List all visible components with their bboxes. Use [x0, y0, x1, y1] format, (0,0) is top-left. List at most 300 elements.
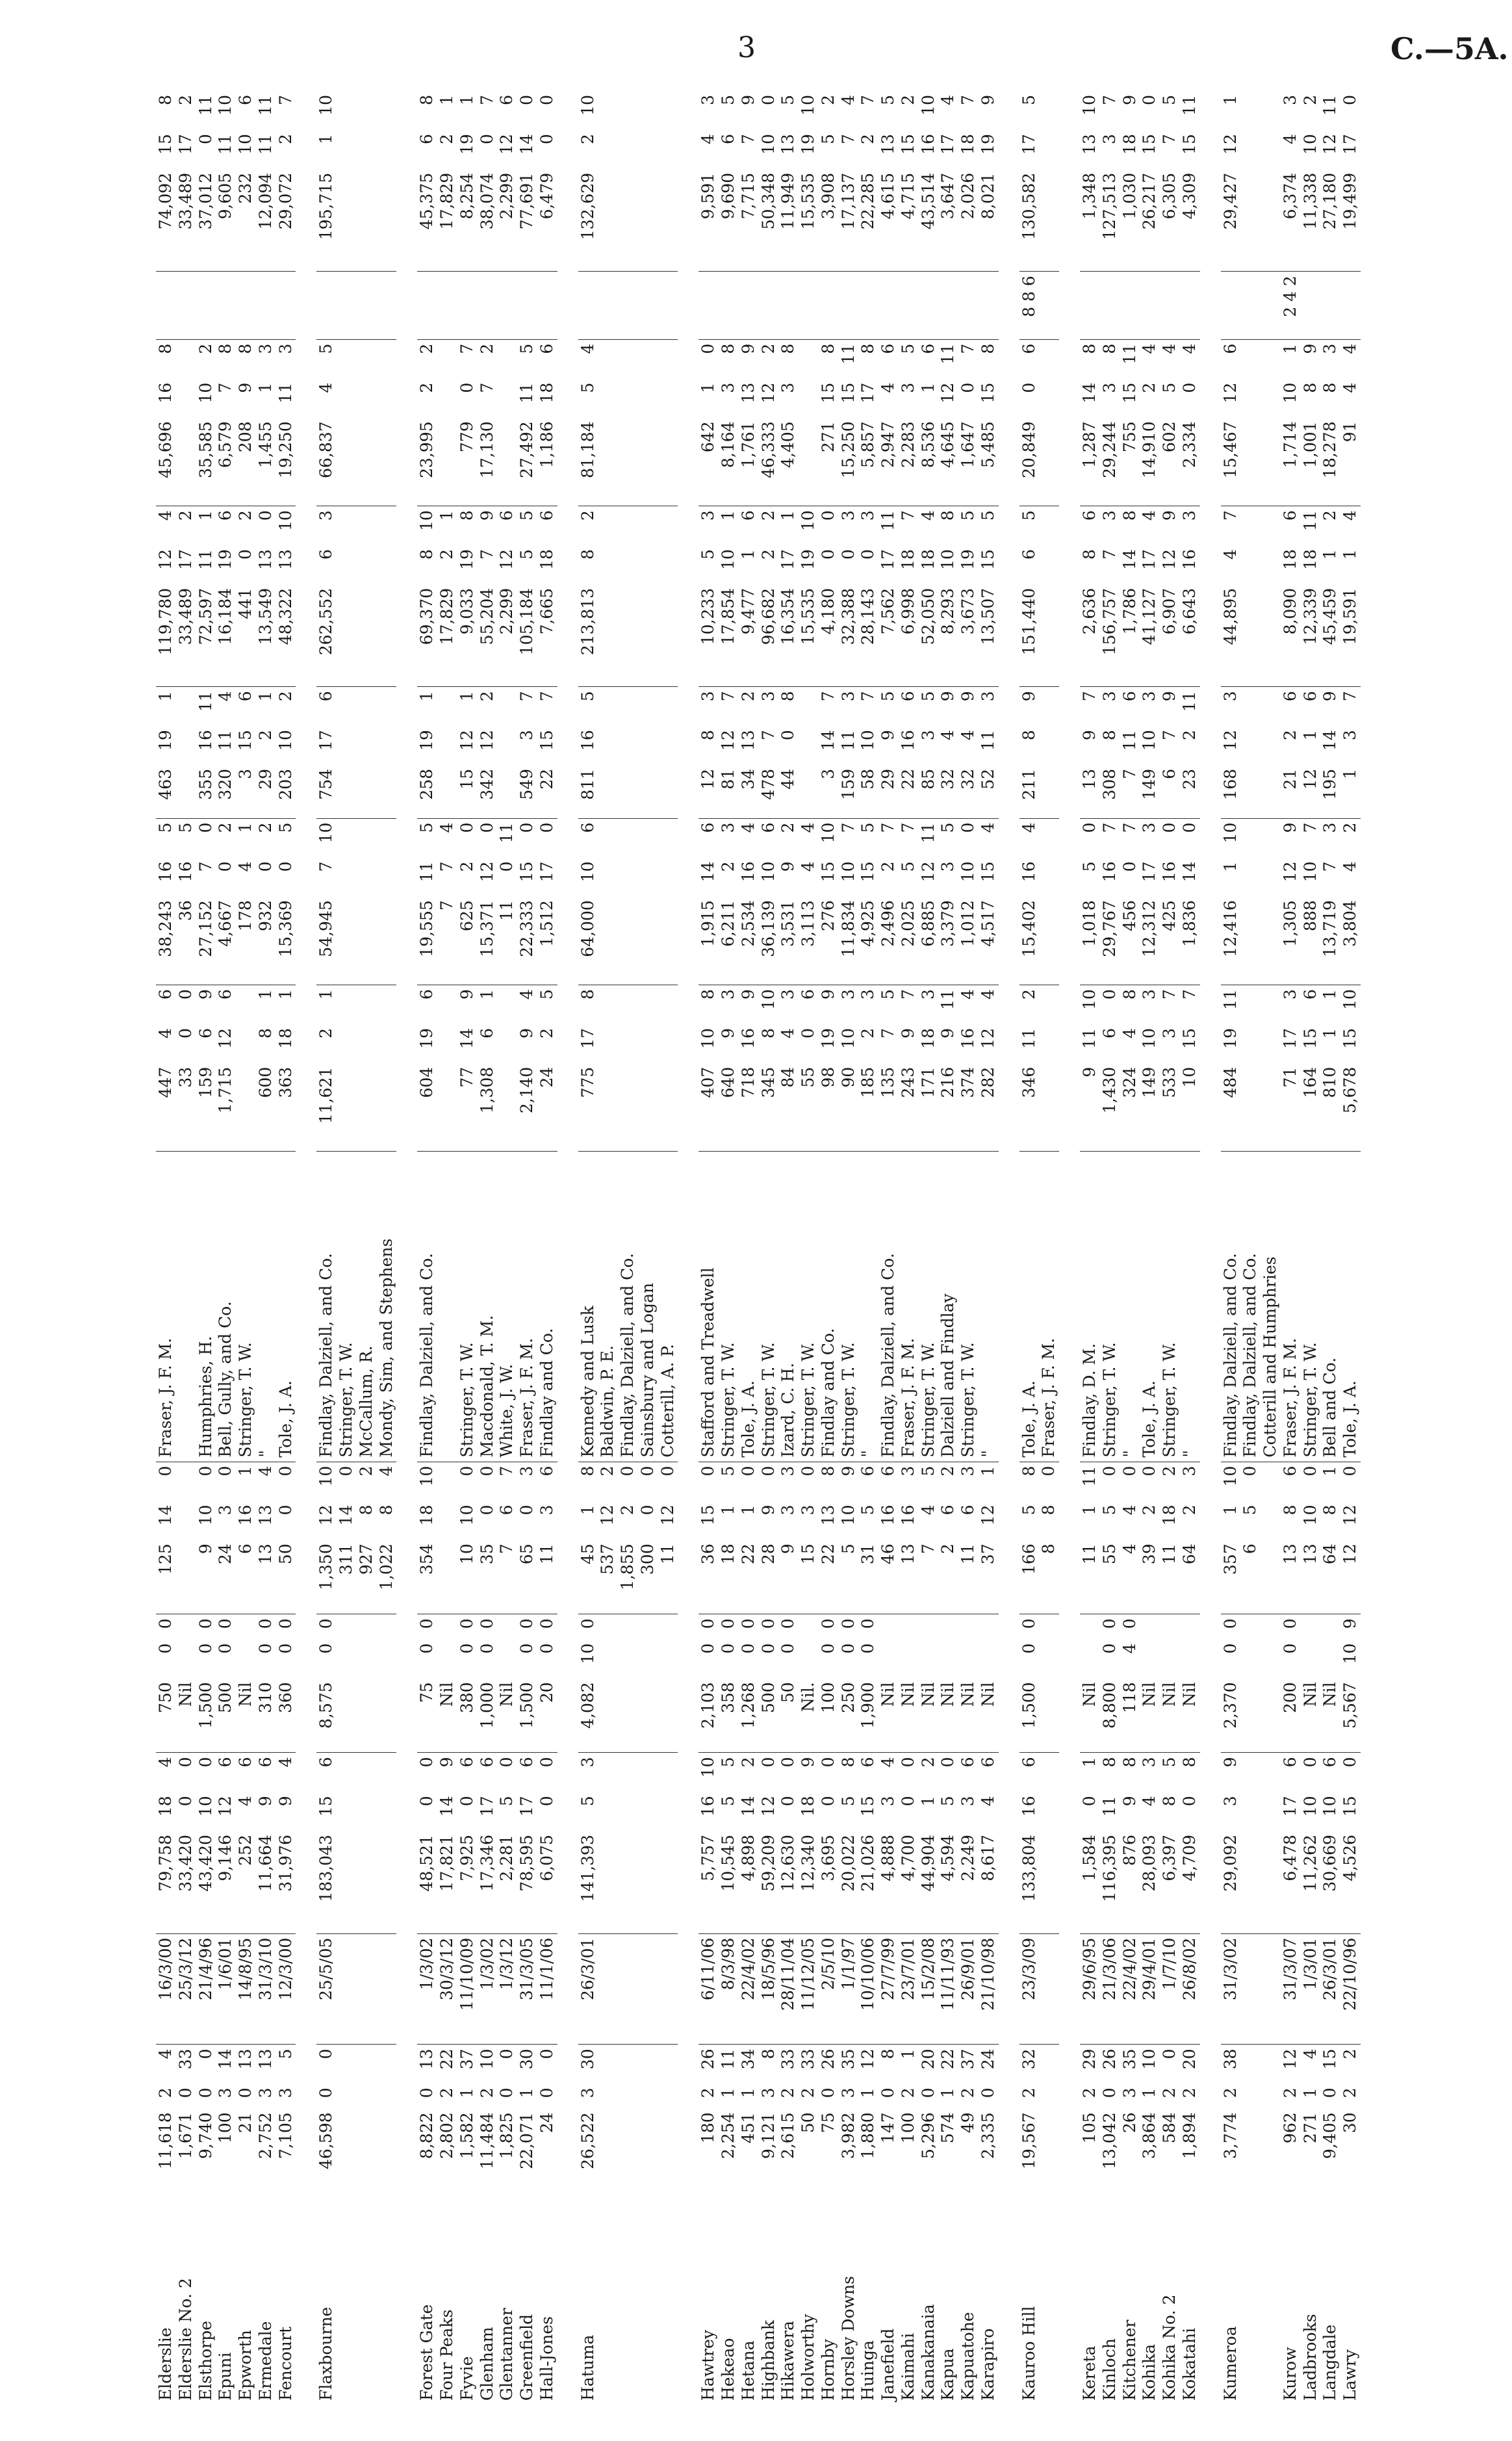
- value-cell: 3,695: [818, 1835, 838, 1881]
- value-cell: 8,822: [417, 2112, 437, 2159]
- value-cell: [377, 169, 397, 272]
- value-cell: 2: [598, 1462, 618, 1501]
- table-row: [417, 91, 437, 2405]
- value-cell: 6: [878, 339, 899, 378]
- value-cell: [598, 1678, 618, 1753]
- table-row: [1120, 91, 1140, 2405]
- value-cell: 4: [578, 339, 598, 378]
- value-cell: 0: [537, 95, 556, 105]
- value-cell: [598, 379, 618, 418]
- value-cell: 127,513: [1099, 172, 1119, 240]
- value-cell: [658, 1024, 678, 1063]
- value-cell: 2,026: [958, 172, 977, 220]
- value-cell: 357: [1220, 1543, 1240, 1575]
- table-row: [196, 91, 216, 2405]
- value-cell: 12: [1281, 2045, 1301, 2084]
- value-cell: 1: [457, 687, 478, 726]
- value-cell: 1,894: [1179, 2112, 1199, 2159]
- value-cell: 0: [497, 861, 517, 872]
- value-cell: 2: [275, 134, 295, 144]
- value-cell: [537, 272, 557, 339]
- value-cell: 0: [275, 861, 295, 872]
- value-cell: 5: [176, 818, 196, 857]
- value-cell: 211: [1019, 768, 1038, 800]
- value-cell: 4: [1120, 1643, 1139, 1654]
- value-cell: 11: [919, 818, 939, 857]
- value-cell: [357, 1831, 377, 1933]
- value-cell: 8: [1100, 1753, 1120, 1792]
- lessee-cell: Stafford and Treadwell: [698, 1152, 719, 1462]
- value-cell: 2: [1140, 382, 1159, 393]
- value-cell: 11,484: [477, 2112, 496, 2169]
- value-cell: 0: [216, 1614, 236, 1640]
- date-cell: 11/1/06: [537, 1933, 557, 2045]
- value-cell: 3: [758, 2087, 778, 2099]
- value-cell: [437, 687, 457, 726]
- value-cell: 7: [216, 382, 235, 393]
- value-cell: 1: [738, 549, 758, 560]
- value-cell: 5: [719, 1753, 739, 1792]
- value-cell: 17: [578, 1027, 597, 1049]
- value-cell: 0: [1039, 1462, 1059, 1501]
- value-cell: 6: [457, 1753, 478, 1792]
- value-cell: [618, 2108, 638, 2197]
- value-cell: [618, 687, 638, 726]
- value-cell: 6,374: [1280, 172, 1300, 220]
- value-cell: 2 4 2: [1281, 272, 1301, 339]
- lessee-cell: Stringer, T. W.: [337, 1152, 357, 1462]
- value-cell: 1: [517, 2087, 536, 2099]
- value-cell: [437, 765, 457, 818]
- value-cell: 33,489: [175, 588, 195, 645]
- value-cell: 12: [758, 1796, 778, 1817]
- value-cell: 10: [417, 1462, 437, 1501]
- value-cell: [377, 506, 397, 545]
- value-cell: 15: [537, 730, 556, 751]
- value-cell: 1: [979, 1462, 999, 1501]
- value-cell: 6: [1240, 1543, 1260, 1555]
- value-cell: 2: [1179, 730, 1199, 741]
- table-row: [899, 91, 919, 2405]
- value-cell: 15: [818, 382, 838, 404]
- value-cell: [638, 272, 658, 339]
- value-cell: Nil: [878, 1682, 897, 1707]
- value-cell: 13,719: [1320, 900, 1340, 957]
- value-cell: 4,082: [578, 1682, 597, 1729]
- value-cell: 5: [1240, 1505, 1260, 1516]
- value-cell: [778, 272, 799, 339]
- value-cell: 10: [759, 985, 779, 1024]
- value-cell: 6,397: [1160, 1835, 1179, 1881]
- value-cell: 2,636: [1080, 588, 1099, 635]
- value-cell: 7: [899, 985, 919, 1024]
- table-row: [598, 91, 618, 2405]
- date-cell: 21/3/06: [1100, 1933, 1120, 2045]
- value-cell: 8,254: [457, 172, 476, 220]
- value-cell: 1: [156, 687, 176, 726]
- value-cell: 10: [316, 818, 337, 857]
- value-cell: 6: [1221, 339, 1241, 378]
- value-cell: [1240, 818, 1261, 857]
- value-cell: 29,427: [1220, 172, 1240, 230]
- value-cell: 17: [778, 549, 798, 570]
- table-row: [878, 91, 899, 2405]
- value-cell: [858, 272, 878, 339]
- value-cell: 4,405: [778, 421, 798, 468]
- row-spacer: [557, 91, 578, 2405]
- value-cell: [658, 1831, 678, 1933]
- value-cell: [357, 545, 377, 584]
- value-cell: 2: [256, 818, 276, 857]
- value-cell: [598, 272, 618, 339]
- value-cell: 4: [878, 382, 897, 393]
- value-cell: 9: [739, 985, 759, 1024]
- value-cell: 22: [537, 768, 556, 790]
- value-cell: 15: [698, 1505, 718, 1526]
- value-cell: 18: [898, 549, 917, 570]
- value-cell: [598, 545, 618, 584]
- value-cell: 10: [216, 95, 235, 116]
- value-cell: 3: [778, 1505, 798, 1516]
- value-cell: [958, 272, 979, 339]
- value-cell: 2: [1140, 1505, 1159, 1516]
- value-cell: 18: [156, 1796, 175, 1817]
- value-cell: [1039, 379, 1059, 418]
- value-cell: [1261, 896, 1281, 985]
- value-cell: 3: [256, 339, 276, 378]
- value-cell: [638, 896, 658, 985]
- value-cell: 0: [778, 1614, 799, 1640]
- value-cell: [1261, 1678, 1281, 1753]
- value-cell: 33,489: [175, 172, 195, 230]
- value-cell: 15: [898, 134, 917, 155]
- value-cell: 0: [196, 2045, 216, 2084]
- value-cell: 69,370: [417, 588, 437, 645]
- lessee-cell: ": [256, 1152, 276, 1462]
- value-cell: [618, 379, 638, 418]
- value-cell: 18: [719, 1543, 737, 1565]
- value-cell: 27,152: [196, 900, 215, 957]
- value-cell: 0: [818, 549, 838, 560]
- lessee-cell: ": [979, 1152, 999, 1462]
- value-cell: 0: [838, 549, 858, 560]
- value-cell: [878, 1614, 899, 1640]
- value-cell: [497, 1024, 517, 1063]
- value-cell: 29,244: [1099, 421, 1119, 478]
- value-cell: [1039, 2045, 1059, 2084]
- table-row: [1261, 91, 1281, 2405]
- value-cell: Nil: [918, 1682, 938, 1707]
- value-cell: 308: [1099, 768, 1119, 800]
- value-cell: 3: [236, 768, 255, 779]
- value-cell: 14: [818, 730, 838, 751]
- date-cell: [658, 1933, 678, 2045]
- value-cell: [1261, 130, 1281, 169]
- value-cell: 11: [839, 339, 859, 378]
- value-cell: [357, 1614, 377, 1640]
- lessee-cell: Findlay, Dalziell, and Co.: [316, 1152, 337, 1462]
- value-cell: 105: [1080, 2112, 1099, 2144]
- value-cell: 0: [477, 1643, 496, 1654]
- value-cell: [337, 1678, 357, 1753]
- value-cell: 6,579: [216, 421, 235, 468]
- value-cell: 0: [1099, 1643, 1119, 1654]
- value-cell: 6,643: [1179, 588, 1199, 635]
- value-cell: [357, 272, 377, 339]
- value-cell: 77: [457, 1066, 476, 1088]
- value-cell: 324: [1120, 1066, 1139, 1098]
- value-cell: 19,555: [417, 900, 437, 957]
- value-cell: 17: [175, 134, 195, 155]
- value-cell: 4: [1120, 1027, 1139, 1039]
- value-cell: 10: [316, 1462, 337, 1501]
- value-cell: [176, 1640, 196, 1679]
- value-cell: 15,535: [799, 588, 817, 645]
- value-cell: 8: [1180, 1753, 1200, 1792]
- value-cell: [437, 985, 457, 1024]
- value-cell: 1: [196, 506, 216, 545]
- value-cell: 24: [979, 2045, 999, 2084]
- value-cell: 11: [1180, 687, 1200, 726]
- date-cell: 1/3/01: [1301, 1933, 1321, 2045]
- date-cell: 1/3/02: [478, 1933, 498, 2045]
- value-cell: 0: [537, 1643, 556, 1654]
- value-cell: 3: [1320, 339, 1340, 378]
- value-cell: [357, 339, 377, 378]
- value-cell: 12,312: [1140, 900, 1159, 957]
- value-cell: [497, 765, 517, 818]
- value-cell: [357, 857, 377, 896]
- value-cell: 3: [698, 95, 718, 105]
- value-cell: 180: [698, 2112, 718, 2144]
- value-cell: 7: [477, 382, 496, 393]
- value-cell: 2: [739, 687, 759, 726]
- value-cell: 125: [156, 1543, 175, 1575]
- value-cell: 14: [1179, 861, 1199, 883]
- value-cell: 9: [878, 730, 897, 741]
- value-cell: 10: [1340, 1643, 1359, 1664]
- run-name-cell: Horsley Downs: [838, 2276, 858, 2401]
- value-cell: [618, 818, 638, 857]
- value-cell: [1039, 1678, 1059, 1753]
- date-cell: 22/4/02: [739, 1933, 759, 2045]
- value-cell: [357, 417, 377, 506]
- value-cell: 0: [758, 95, 778, 105]
- value-cell: 12,630: [778, 1835, 798, 1892]
- value-cell: [1240, 765, 1261, 818]
- value-cell: [377, 1678, 397, 1753]
- value-cell: 7,665: [537, 588, 556, 635]
- value-cell: 8,536: [918, 421, 938, 468]
- value-cell: [638, 1678, 658, 1753]
- value-cell: 213,813: [578, 588, 597, 656]
- value-cell: 7: [1301, 818, 1321, 857]
- value-cell: 5: [878, 985, 899, 1024]
- value-cell: [1240, 2108, 1261, 2197]
- value-cell: 15,371: [477, 900, 496, 957]
- value-cell: 4,898: [738, 1835, 758, 1881]
- date-cell: 23/3/09: [1019, 1933, 1040, 2045]
- value-cell: 0: [1120, 861, 1139, 872]
- value-cell: 13: [818, 1505, 838, 1526]
- value-cell: 2: [818, 95, 838, 105]
- value-cell: 15,402: [1019, 900, 1038, 957]
- value-cell: 0: [778, 1753, 799, 1792]
- value-cell: 2,752: [255, 2112, 275, 2159]
- value-cell: 23: [1179, 768, 1199, 790]
- date-cell: 31/3/10: [256, 1933, 276, 2045]
- value-cell: [377, 584, 397, 687]
- value-cell: 7: [1221, 506, 1241, 545]
- value-cell: 16: [738, 1027, 758, 1049]
- value-cell: Nil: [1179, 1682, 1199, 1707]
- value-cell: 7: [1120, 768, 1139, 779]
- value-cell: 0: [637, 1505, 657, 1516]
- value-cell: 21: [1280, 768, 1300, 790]
- lessee-cell: Findlay and Co.: [819, 1152, 839, 1462]
- value-cell: 5: [938, 818, 958, 857]
- value-cell: 9: [1120, 1796, 1139, 1807]
- value-cell: 18: [918, 549, 938, 570]
- table-row: [478, 91, 498, 2405]
- value-cell: Nil: [898, 1682, 917, 1707]
- value-cell: 13: [255, 549, 275, 570]
- value-cell: 4: [1120, 1505, 1139, 1516]
- value-cell: 0: [858, 549, 878, 560]
- value-cell: 6: [899, 687, 919, 726]
- value-cell: 19,567: [1019, 2112, 1038, 2169]
- value-cell: 19: [216, 549, 235, 570]
- value-cell: 16: [918, 134, 938, 155]
- value-cell: [337, 1063, 357, 1152]
- value-cell: 12: [1340, 1543, 1359, 1565]
- date-cell: 1/6/01: [216, 1933, 236, 2045]
- value-cell: 10: [1221, 818, 1241, 857]
- value-cell: 4: [938, 730, 958, 741]
- value-cell: 50: [799, 2112, 817, 2134]
- lessee-cell: Cotterill and Humphries: [1261, 1152, 1281, 1462]
- date-cell: [357, 1933, 377, 2045]
- value-cell: 3: [979, 687, 999, 726]
- value-cell: 9: [978, 95, 997, 105]
- value-cell: 66,837: [316, 421, 336, 478]
- value-cell: [1240, 1063, 1261, 1152]
- value-cell: 17: [1140, 861, 1159, 883]
- value-cell: [1240, 584, 1261, 687]
- lessee-cell: Findlay and Co.: [537, 1152, 557, 1462]
- value-cell: 17: [858, 382, 878, 404]
- lessee-cell: Tole, J. A.: [1340, 1152, 1361, 1462]
- value-cell: 3: [216, 1505, 235, 1516]
- value-cell: 8: [1120, 506, 1140, 545]
- value-cell: 7: [758, 730, 778, 741]
- value-cell: 9: [739, 339, 759, 378]
- value-cell: 33: [799, 2045, 819, 2084]
- value-cell: [1261, 726, 1281, 765]
- value-cell: 15: [1300, 1027, 1320, 1049]
- run-name-cell: [638, 2197, 658, 2405]
- value-cell: 4: [236, 1796, 255, 1807]
- value-cell: 6: [858, 1753, 878, 1792]
- value-cell: 6,478: [1280, 1835, 1300, 1881]
- value-cell: 30,669: [1320, 1835, 1340, 1892]
- value-cell: 7: [275, 95, 295, 105]
- value-cell: 12: [156, 549, 175, 570]
- value-cell: 8: [156, 339, 176, 378]
- value-cell: 8: [1080, 549, 1099, 560]
- value-cell: 3: [578, 2087, 597, 2099]
- value-cell: 6: [759, 818, 779, 857]
- value-cell: 1,714: [1280, 421, 1300, 468]
- value-cell: 29: [255, 768, 275, 790]
- value-cell: 13,042: [1099, 2112, 1119, 2169]
- value-cell: 2: [938, 1543, 958, 1555]
- value-cell: 7: [517, 687, 537, 726]
- value-cell: [658, 1792, 678, 1831]
- table-row: [1039, 91, 1059, 2405]
- value-cell: [1261, 2108, 1281, 2197]
- date-cell: 22/10/96: [1340, 1933, 1361, 2045]
- lessee-cell: ": [1180, 1152, 1200, 1462]
- value-cell: 16: [898, 1505, 917, 1526]
- value-cell: [1261, 272, 1281, 339]
- date-cell: [1261, 1933, 1281, 2045]
- value-cell: 0: [156, 1614, 176, 1640]
- value-cell: 1,268: [738, 1682, 758, 1729]
- value-cell: 4: [958, 730, 977, 741]
- value-cell: 6: [316, 1753, 337, 1792]
- value-cell: 10: [316, 95, 336, 116]
- value-cell: [337, 818, 357, 857]
- value-cell: 75: [818, 2112, 838, 2134]
- value-cell: 252: [236, 1835, 255, 1866]
- value-cell: 17,821: [437, 1835, 456, 1892]
- value-cell: 19: [457, 134, 476, 155]
- value-cell: [357, 1024, 377, 1063]
- value-cell: [437, 272, 457, 339]
- value-cell: 5,678: [1340, 1066, 1359, 1114]
- value-cell: 0: [176, 1753, 196, 1792]
- value-cell: 11: [878, 506, 899, 545]
- value-cell: 29,767: [1099, 900, 1119, 957]
- value-cell: 4: [978, 1796, 997, 1807]
- lessee-cell: Stringer, T. W.: [236, 1152, 256, 1462]
- value-cell: 11: [216, 134, 235, 155]
- value-cell: 1,512: [537, 900, 556, 947]
- value-cell: [618, 2045, 638, 2084]
- value-cell: 17: [517, 1796, 536, 1817]
- run-name-cell: Karapiro: [978, 2328, 997, 2401]
- value-cell: [357, 687, 377, 726]
- value-cell: 1,715: [216, 1066, 235, 1114]
- date-cell: 27/7/99: [878, 1933, 899, 2045]
- value-cell: 12,340: [799, 1835, 817, 1892]
- value-cell: [437, 726, 457, 765]
- value-cell: 19: [417, 1027, 437, 1049]
- value-cell: 149: [1140, 768, 1159, 800]
- value-cell: [357, 2108, 377, 2197]
- value-cell: [337, 339, 357, 378]
- value-cell: 23,995: [417, 421, 437, 478]
- value-cell: [176, 1614, 196, 1640]
- value-cell: 9: [275, 1796, 295, 1807]
- value-cell: 11: [938, 985, 958, 1024]
- value-cell: 37: [958, 2045, 979, 2084]
- value-cell: 8: [417, 549, 437, 560]
- value-cell: [236, 1614, 256, 1640]
- value-cell: [357, 818, 377, 857]
- value-cell: 28,093: [1140, 1835, 1159, 1892]
